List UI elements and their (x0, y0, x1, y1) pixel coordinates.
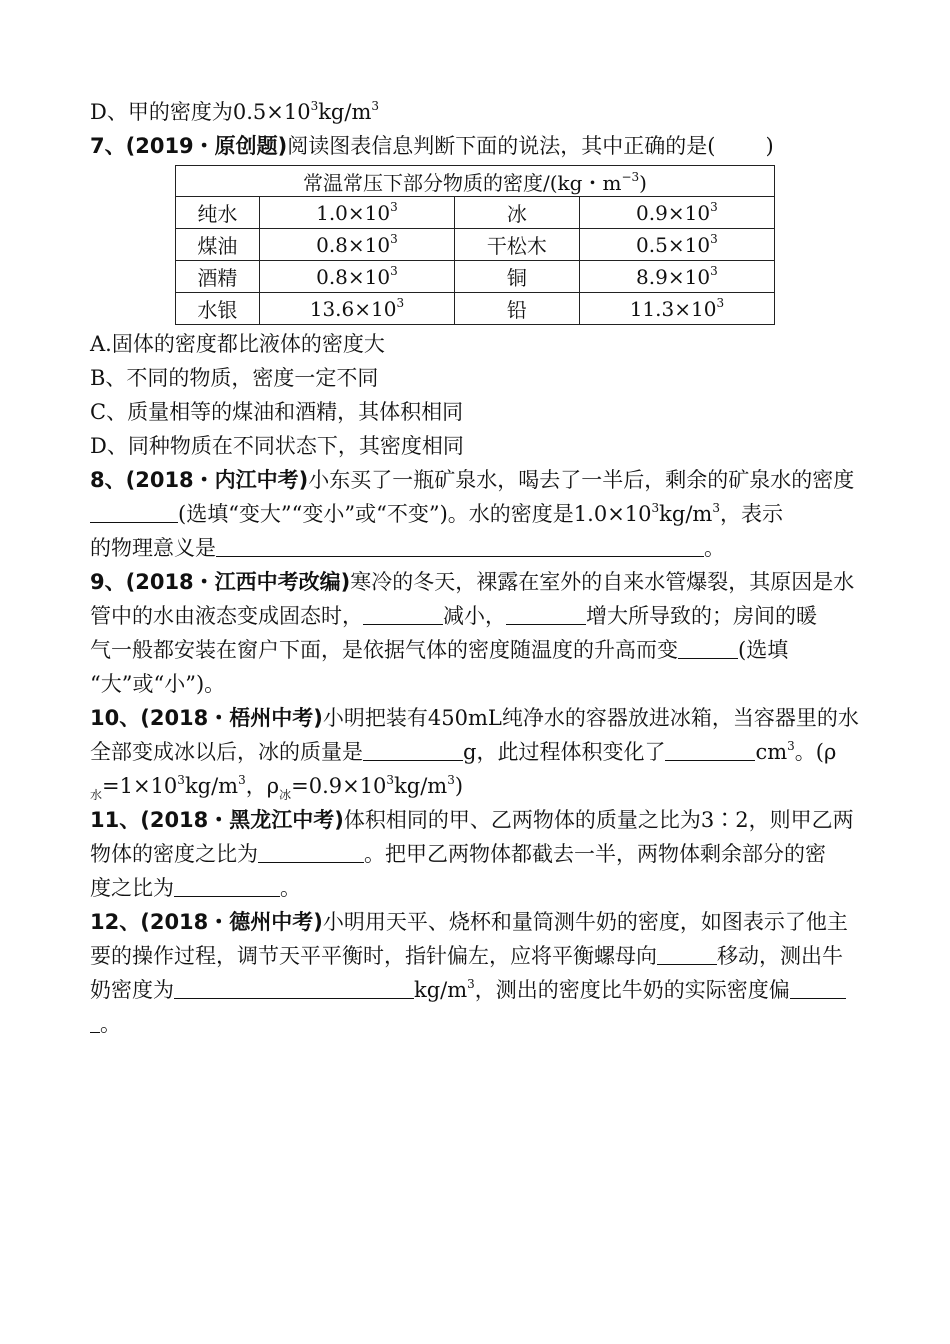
q11-line-2: 物体的密度之比为 。把甲乙两物体都截去一半，两物体剩余部分的密 (90, 842, 826, 866)
table-row: 煤油 $0.8\times 10^3$ 干松木 $0.5\times 10^3$ (176, 229, 775, 261)
density-table (175, 165, 775, 325)
q12-line-1: 12、(2018・德州中考)小明用天平、烧杯和量筒测牛奶的密度，如图表示了他主 (90, 910, 848, 934)
answer-blank[interactable] (665, 738, 755, 761)
q12-line-2: 要的操作过程，调节天平平衡时，指针偏左，应将平衡螺母向 移动，测出牛 (90, 944, 843, 968)
answer-blank[interactable] (174, 976, 414, 999)
q9-line-2: 管中的水由液态变成固态时， 减小， 增大所导致的；房间的暖 (90, 604, 817, 628)
q8-line-2: (选填“变大”“变小”或“不变”)。水的密度是$1.0\times 10^3kg/m^3$，表示 (90, 497, 865, 531)
q9-line-1: 9、(2018・江西中考改编)寒冷的冬天，裸露在室外的自来水管爆裂，其原因是水 (90, 570, 855, 594)
answer-blank[interactable] (790, 976, 846, 999)
q10-line-2: 全部变成冰以后，冰的质量是 g，此过程体积变化了 $cm^3$。(ρ (90, 739, 837, 764)
worksheet-page (90, 95, 865, 1041)
answer-blank[interactable] (174, 874, 280, 897)
q11-line-1: 11、(2018・黑龙江中考)体积相同的甲、乙两物体的质量之比为3∶2，则甲乙两 (90, 808, 854, 832)
q11-line-3: 度之比为 。 (90, 876, 301, 900)
q7-option-b: B、不同的物质，密度一定不同 (90, 366, 379, 390)
answer-blank[interactable] (363, 602, 443, 625)
answer-blank[interactable] (90, 1010, 100, 1033)
answer-blank[interactable] (216, 534, 704, 557)
q7-stem: 7、(2019・原创题)阅读图表信息判断下面的说法，其中正确的是( ) (90, 134, 774, 158)
q7-option-c: C、质量相等的煤油和酒精，其体积相同 (90, 400, 464, 424)
answer-blank[interactable] (363, 738, 463, 761)
q10-line-1: 10、(2018・梧州中考)小明把装有450mL纯净水的容器放进冰箱，当容器里的水 (90, 706, 859, 730)
answer-blank[interactable] (258, 840, 364, 863)
q10-line-3: $_水=1\times 10^3kg/m^3$，$\rho_冰=0.9\times 10^3kg/m^3$) (90, 773, 464, 802)
table-row: 水银 $13.6\times 10^3$ 铅 $11.3\times 10^3$ (176, 293, 775, 325)
q12-line-4: 。 (90, 1007, 865, 1041)
answer-blank[interactable] (657, 942, 717, 965)
q12-line-3: 奶密度为 $kg/m^3$，测出的密度比牛奶的实际密度偏 (90, 973, 865, 1007)
table-caption: 常温常压下部分物质的密度/(kg・$m^{-3}$) (176, 166, 775, 197)
answer-blank[interactable] (90, 500, 178, 523)
answer-blank[interactable] (506, 602, 586, 625)
q8-line-3: 的物理意义是 。 (90, 536, 725, 560)
table-row: 纯水 $1.0\times 10^3$ 冰 $0.9\times 10^3$ (176, 197, 775, 229)
q7-option-a: A.固体的密度都比液体的密度大 (90, 332, 385, 356)
q9-line-3: 气一般都安装在窗户下面，是依据气体的密度随温度的升高而变 (选填 (90, 638, 789, 662)
q9-line-4: “大”或“小”)。 (90, 672, 226, 696)
q8-line-1: 8、(2018・内江中考)小东买了一瓶矿泉水，喝去了一半后，剩余的矿泉水的密度 (90, 468, 855, 492)
q6-option-d: D、甲的密度为$0.5\times 10^3kg/m^3$ (90, 99, 379, 124)
table-row: 酒精 $0.8\times 10^3$ 铜 $8.9\times 10^3$ (176, 261, 775, 293)
q7-option-d: D、同种物质在不同状态下，其密度相同 (90, 434, 464, 458)
answer-blank[interactable] (678, 636, 738, 659)
